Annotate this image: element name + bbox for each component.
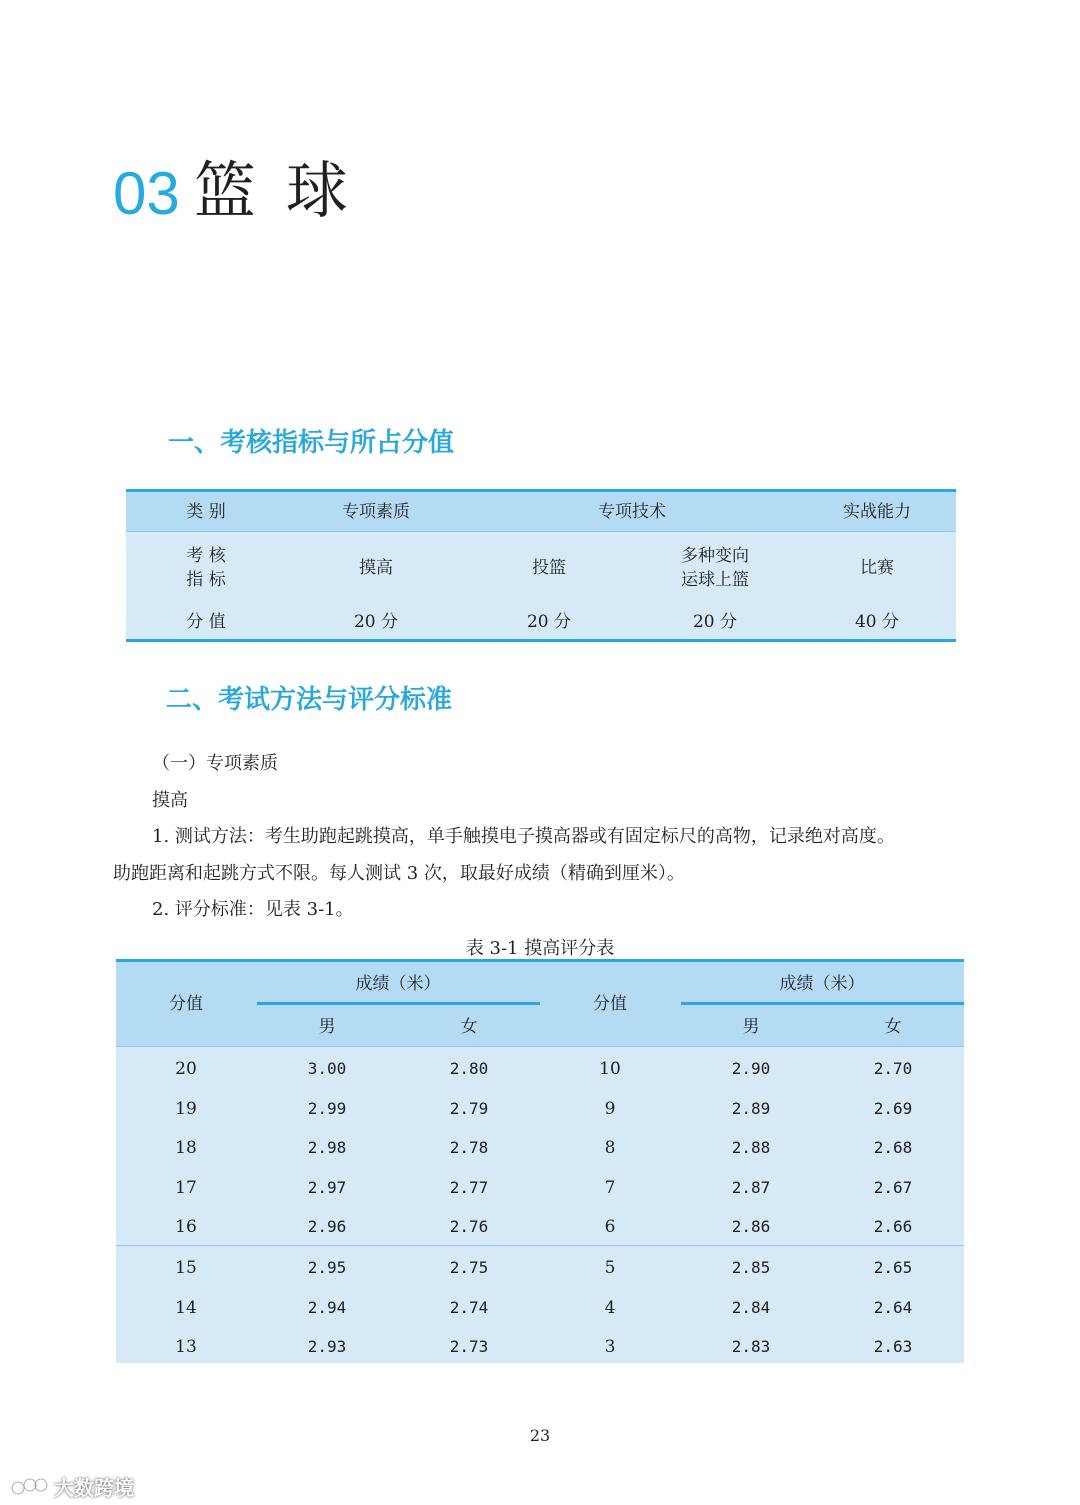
cell-female-left: 2.73 [449, 1337, 489, 1356]
logo-icon [10, 1475, 50, 1499]
cell-male-left: 2.99 [307, 1099, 347, 1118]
cell-male-left: 2.97 [307, 1178, 347, 1197]
subsection-heading: （一）专项素质 [152, 753, 278, 774]
index-shooting: 投篮 [532, 558, 566, 578]
cell-female-right: 2.67 [873, 1178, 913, 1197]
cell-male-right: 2.85 [731, 1258, 771, 1277]
page-number: 23 [529, 1426, 551, 1445]
cell-score-right: 7 [604, 1178, 616, 1198]
cell-score-left: 19 [175, 1099, 197, 1119]
cell-female-left: 2.79 [449, 1099, 489, 1118]
cell-female-left: 2.75 [449, 1258, 489, 1277]
watermark-text: 大数跨境 [54, 1476, 134, 1500]
cell-score-left: 16 [175, 1217, 197, 1237]
header-male-left: 男 [318, 1017, 336, 1037]
header-special-quality: 专项素质 [342, 502, 410, 522]
score-match: 40 分 [854, 612, 900, 632]
cell-score-left: 18 [175, 1138, 197, 1158]
table-header-row [126, 492, 956, 532]
cell-female-left: 2.80 [449, 1059, 489, 1078]
cell-female-right: 2.65 [873, 1258, 913, 1277]
cell-male-left: 2.95 [307, 1258, 347, 1277]
index-score-table [126, 489, 956, 642]
header-special-technique: 专项技术 [598, 502, 666, 522]
cell-male-right: 2.87 [731, 1178, 771, 1197]
score-touch-height: 20 分 [353, 612, 399, 632]
cell-male-right: 2.86 [731, 1217, 771, 1236]
table-caption: 表 3-1 摸高评分表 [465, 938, 615, 959]
header-female-right: 女 [884, 1017, 902, 1037]
header-result-left: 成绩（米） [355, 974, 441, 994]
header-score-left: 分值 [169, 994, 203, 1014]
score-dribble: 20 分 [692, 612, 738, 632]
cell-score-right: 8 [604, 1138, 616, 1158]
chapter-title: 篮球 [193, 154, 378, 227]
header-male-right: 男 [742, 1017, 760, 1037]
cell-score-right: 4 [604, 1298, 616, 1318]
header-combat-ability: 实战能力 [843, 502, 911, 522]
cell-male-right: 2.84 [731, 1298, 771, 1317]
row-label-index-b: 指 标 [186, 570, 226, 590]
cell-score-right: 6 [604, 1217, 616, 1237]
cell-female-right: 2.69 [873, 1099, 913, 1118]
index-dribble-b: 运球上篮 [681, 570, 749, 590]
section-title-1: 一、考核指标与所占分值 [168, 428, 455, 458]
cell-male-left: 2.98 [307, 1138, 347, 1157]
index-match: 比赛 [860, 558, 894, 578]
index-touch-height: 摸高 [359, 558, 393, 578]
touch-height-score-table [116, 959, 964, 1363]
cell-score-left: 15 [175, 1258, 197, 1278]
item-heading: 摸高 [152, 790, 188, 811]
cell-female-right: 2.64 [873, 1298, 913, 1317]
cell-female-left: 2.74 [449, 1298, 489, 1317]
cell-female-right: 2.68 [873, 1138, 913, 1157]
cell-female-left: 2.77 [449, 1178, 489, 1197]
cell-score-right: 10 [599, 1059, 621, 1079]
cell-score-left: 17 [175, 1178, 197, 1198]
cell-score-left: 13 [175, 1337, 197, 1357]
header-result-right: 成绩（米） [779, 974, 865, 994]
row-label-index-a: 考 核 [186, 546, 226, 566]
cell-score-left: 14 [175, 1298, 197, 1318]
cell-male-left: 3.00 [307, 1059, 347, 1078]
cell-male-left: 2.94 [307, 1298, 347, 1317]
cell-female-right: 2.63 [873, 1337, 913, 1356]
cell-score-right: 3 [604, 1337, 616, 1357]
cell-female-right: 2.66 [873, 1217, 913, 1236]
cell-male-right: 2.89 [731, 1099, 771, 1118]
paragraph-standard: 2. 评分标准：见表 3-1。 [152, 899, 354, 920]
chapter-number: 03 [113, 160, 180, 227]
cell-male-right: 2.88 [731, 1138, 771, 1157]
index-dribble-a: 多种变向 [681, 546, 749, 566]
cell-score-right: 9 [604, 1099, 616, 1119]
score-shooting: 20 分 [526, 612, 572, 632]
cell-male-left: 2.96 [307, 1217, 347, 1236]
header-score-right: 分值 [593, 994, 627, 1014]
chapter-heading [113, 148, 378, 228]
header-female-left: 女 [460, 1017, 478, 1037]
watermark [10, 1472, 134, 1501]
cell-male-right: 2.83 [731, 1337, 771, 1356]
cell-female-left: 2.76 [449, 1217, 489, 1236]
cell-score-left: 20 [175, 1059, 197, 1079]
section-title-2: 二、考试方法与评分标准 [166, 685, 453, 715]
header-category: 类 别 [186, 502, 226, 522]
cell-score-right: 5 [604, 1258, 616, 1278]
cell-male-right: 2.90 [731, 1059, 771, 1078]
cell-female-right: 2.70 [873, 1059, 913, 1078]
cell-male-left: 2.93 [307, 1337, 347, 1356]
paragraph-method-line2: 助跑距离和起跳方式不限。每人测试 3 次，取最好成绩（精确到厘米）。 [113, 863, 685, 884]
row-label-score: 分 值 [186, 612, 226, 632]
paragraph-method-line1: 1. 测试方法：考生助跑起跳摸高，单手触摸电子摸高器或有固定标尺的高物，记录绝对高度。 [152, 826, 895, 847]
cell-female-left: 2.78 [449, 1138, 489, 1157]
